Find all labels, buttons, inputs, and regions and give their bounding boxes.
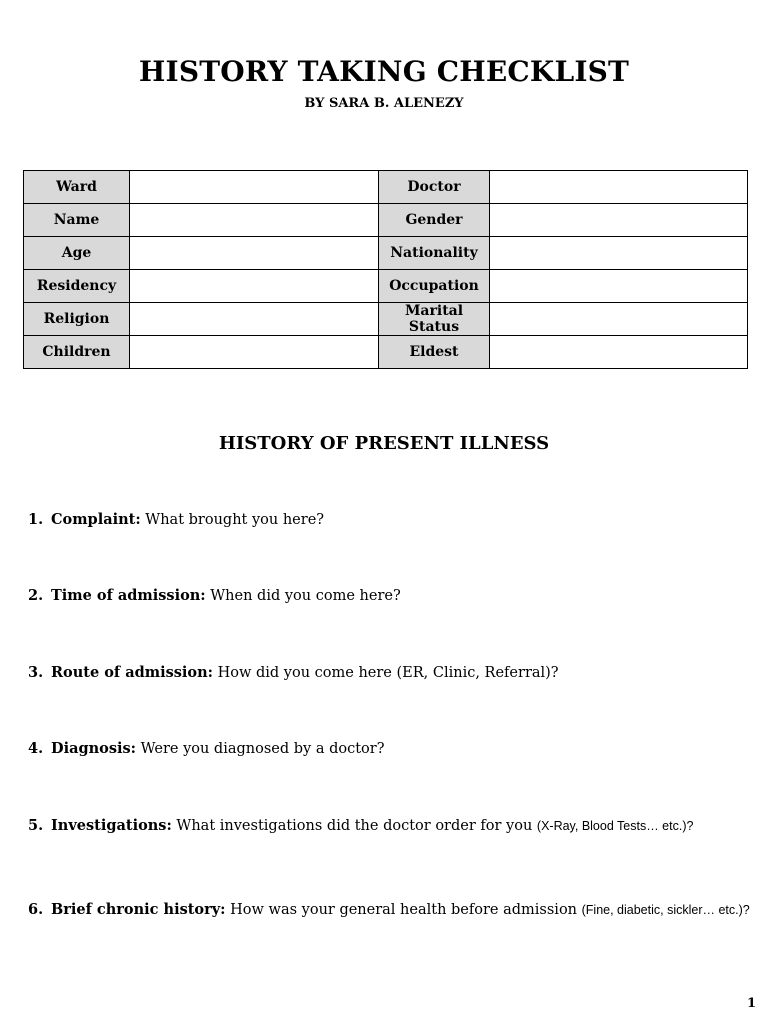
question-text: What brought you here? [140,512,325,528]
question-item-diagnosis [28,739,748,759]
question-term: Diagnosis: [51,740,137,757]
field-value-age[interactable] [130,237,379,270]
question-number: 4. [28,740,44,757]
field-label-name: Name [24,204,130,237]
question-hint: (X-Ray, Blood Tests… etc.)? [536,819,694,833]
field-value-religion[interactable] [130,303,379,336]
question-text: What investigations did the doctor order for you [171,818,537,834]
field-value-name[interactable] [130,204,379,237]
field-value-children[interactable] [130,336,379,369]
page-number: 1 [746,996,756,1011]
field-value-gender[interactable] [490,204,748,237]
field-value-nationality[interactable] [490,237,748,270]
field-value-doctor[interactable] [490,171,748,204]
field-label-ward: Ward [24,171,130,204]
question-term: Route of admission: [51,664,213,681]
question-item-route-of-admission [28,663,748,683]
table-row [24,336,748,369]
field-label-children: Children [24,336,130,369]
field-value-ward[interactable] [130,171,379,204]
field-value-residency[interactable] [130,270,379,303]
question-number: 1. [28,511,44,528]
field-label-nationality: Nationality [379,237,490,270]
question-item-brief-chronic-history [28,900,748,920]
page-subtitle: BY SARA B. ALENEZY [304,96,464,111]
field-value-eldest[interactable] [490,336,748,369]
question-item-investigations [28,816,748,836]
question-term: Time of admission: [51,587,206,604]
question-term: Brief chronic history: [51,901,226,918]
table-row [24,270,748,303]
field-label-religion: Religion [24,303,130,336]
question-item-time-of-admission [28,586,748,606]
field-label-eldest: Eldest [379,336,490,369]
patient-info-table [23,170,748,369]
question-hint: (Fine, diabetic, sickler… etc.)? [581,903,750,917]
question-number: 3. [28,664,44,681]
field-label-age: Age [24,237,130,270]
field-label-marital-status: Marital Status [379,303,490,336]
field-label-gender: Gender [379,204,490,237]
question-number: 2. [28,587,44,604]
question-number: 5. [28,817,44,834]
table-row [24,204,748,237]
question-number: 6. [28,901,44,918]
table-row [24,171,748,204]
field-label-doctor: Doctor [379,171,490,204]
question-term: Investigations: [51,817,172,834]
question-text: Were you diagnosed by a doctor? [136,741,385,757]
question-text: When did you come here? [205,588,401,604]
page-title: HISTORY TAKING CHECKLIST [138,55,630,88]
question-text: How was your general health before admission [225,902,582,918]
question-item-complaint [28,510,748,530]
table-row [24,237,748,270]
field-value-marital-status[interactable] [490,303,748,336]
section-heading: HISTORY OF PRESENT ILLNESS [218,433,550,454]
question-term: Complaint: [51,511,141,528]
field-label-occupation: Occupation [379,270,490,303]
table-row [24,303,748,336]
question-text: How did you come here (ER, Clinic, Referral)? [212,665,559,681]
field-label-residency: Residency [24,270,130,303]
field-value-occupation[interactable] [490,270,748,303]
